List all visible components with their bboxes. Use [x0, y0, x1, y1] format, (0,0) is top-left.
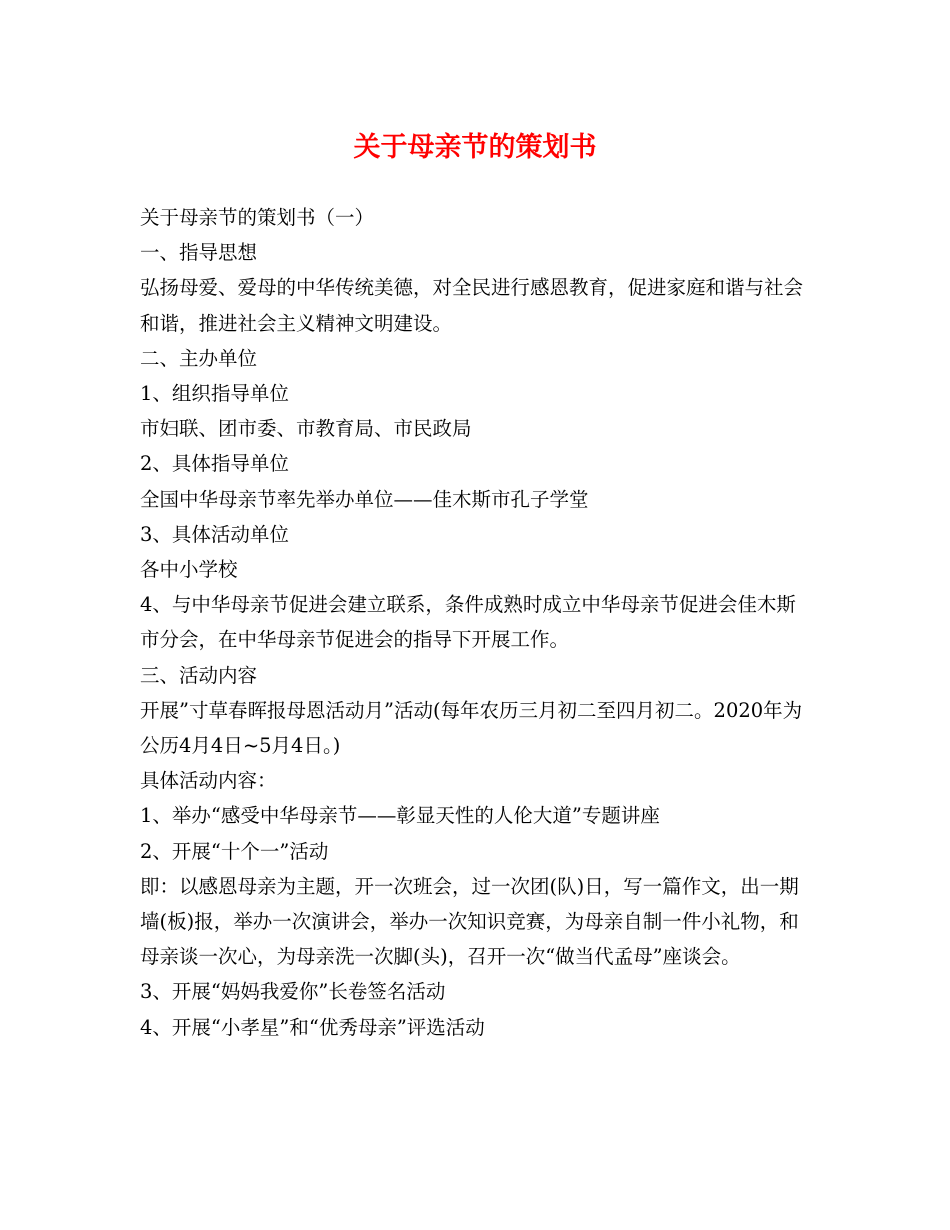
paragraph: 即：以感恩母亲为主题，开一次班会，过一次团(队)日，写一篇作文，出一期墙(板)报，举办一次演讲会，举办一次知识竞赛，为母亲自制一件小礼物，和母亲谈一次心，为母亲洗一次脚(头)，召开一次“做当代孟母”座谈会。 — [140, 874, 799, 969]
paragraph: 弘扬母爱、爱母的中华传统美德，对全民进行感恩教育，促进家庭和谐与社会和谐，推进社会主义精神文明建设。 — [140, 276, 804, 335]
paragraph: 4、开展“小孝星”和“优秀母亲”评选活动 — [140, 1015, 485, 1039]
paragraph: 各中小学校 — [140, 558, 238, 582]
paragraph: 二、主办单位 — [140, 346, 258, 370]
paragraph: 1、组织指导单位 — [140, 382, 289, 406]
paragraph: 开展”寸草春晖报母恩活动月”活动(每年农历三月初二至四月初二。2020年为公历4月4日~5月4日。) — [140, 698, 803, 758]
document-title: 关于母亲节的策划书 — [353, 132, 597, 163]
paragraph: 1、举办“感受中华母亲节——彰显天性的人伦大道”专题讲座 — [140, 804, 660, 828]
paragraph: 全国中华母亲节率先举办单位——佳木斯市孔子学堂 — [140, 487, 589, 511]
paragraph: 3、开展“妈妈我爱你”长卷签名活动 — [140, 980, 446, 1004]
paragraph: 2、开展“十个一”活动 — [140, 839, 329, 863]
paragraph: 4、与中华母亲节促进会建立联系，条件成熟时成立中华母亲节促进会佳木斯市分会，在中华母亲节促进会的指导下开展工作。 — [140, 593, 796, 652]
paragraph: 三、活动内容 — [140, 663, 258, 687]
paragraph: 3、具体活动单位 — [140, 522, 289, 546]
paragraph: 具体活动内容： — [140, 769, 277, 793]
document-body — [140, 200, 812, 1045]
paragraph: 关于母亲节的策划书（一） — [140, 206, 375, 229]
paragraph: 2、具体指导单位 — [140, 452, 289, 476]
paragraph: 市妇联、团市委、市教育局、市民政局 — [140, 417, 472, 441]
paragraph: 一、指导思想 — [140, 241, 258, 265]
